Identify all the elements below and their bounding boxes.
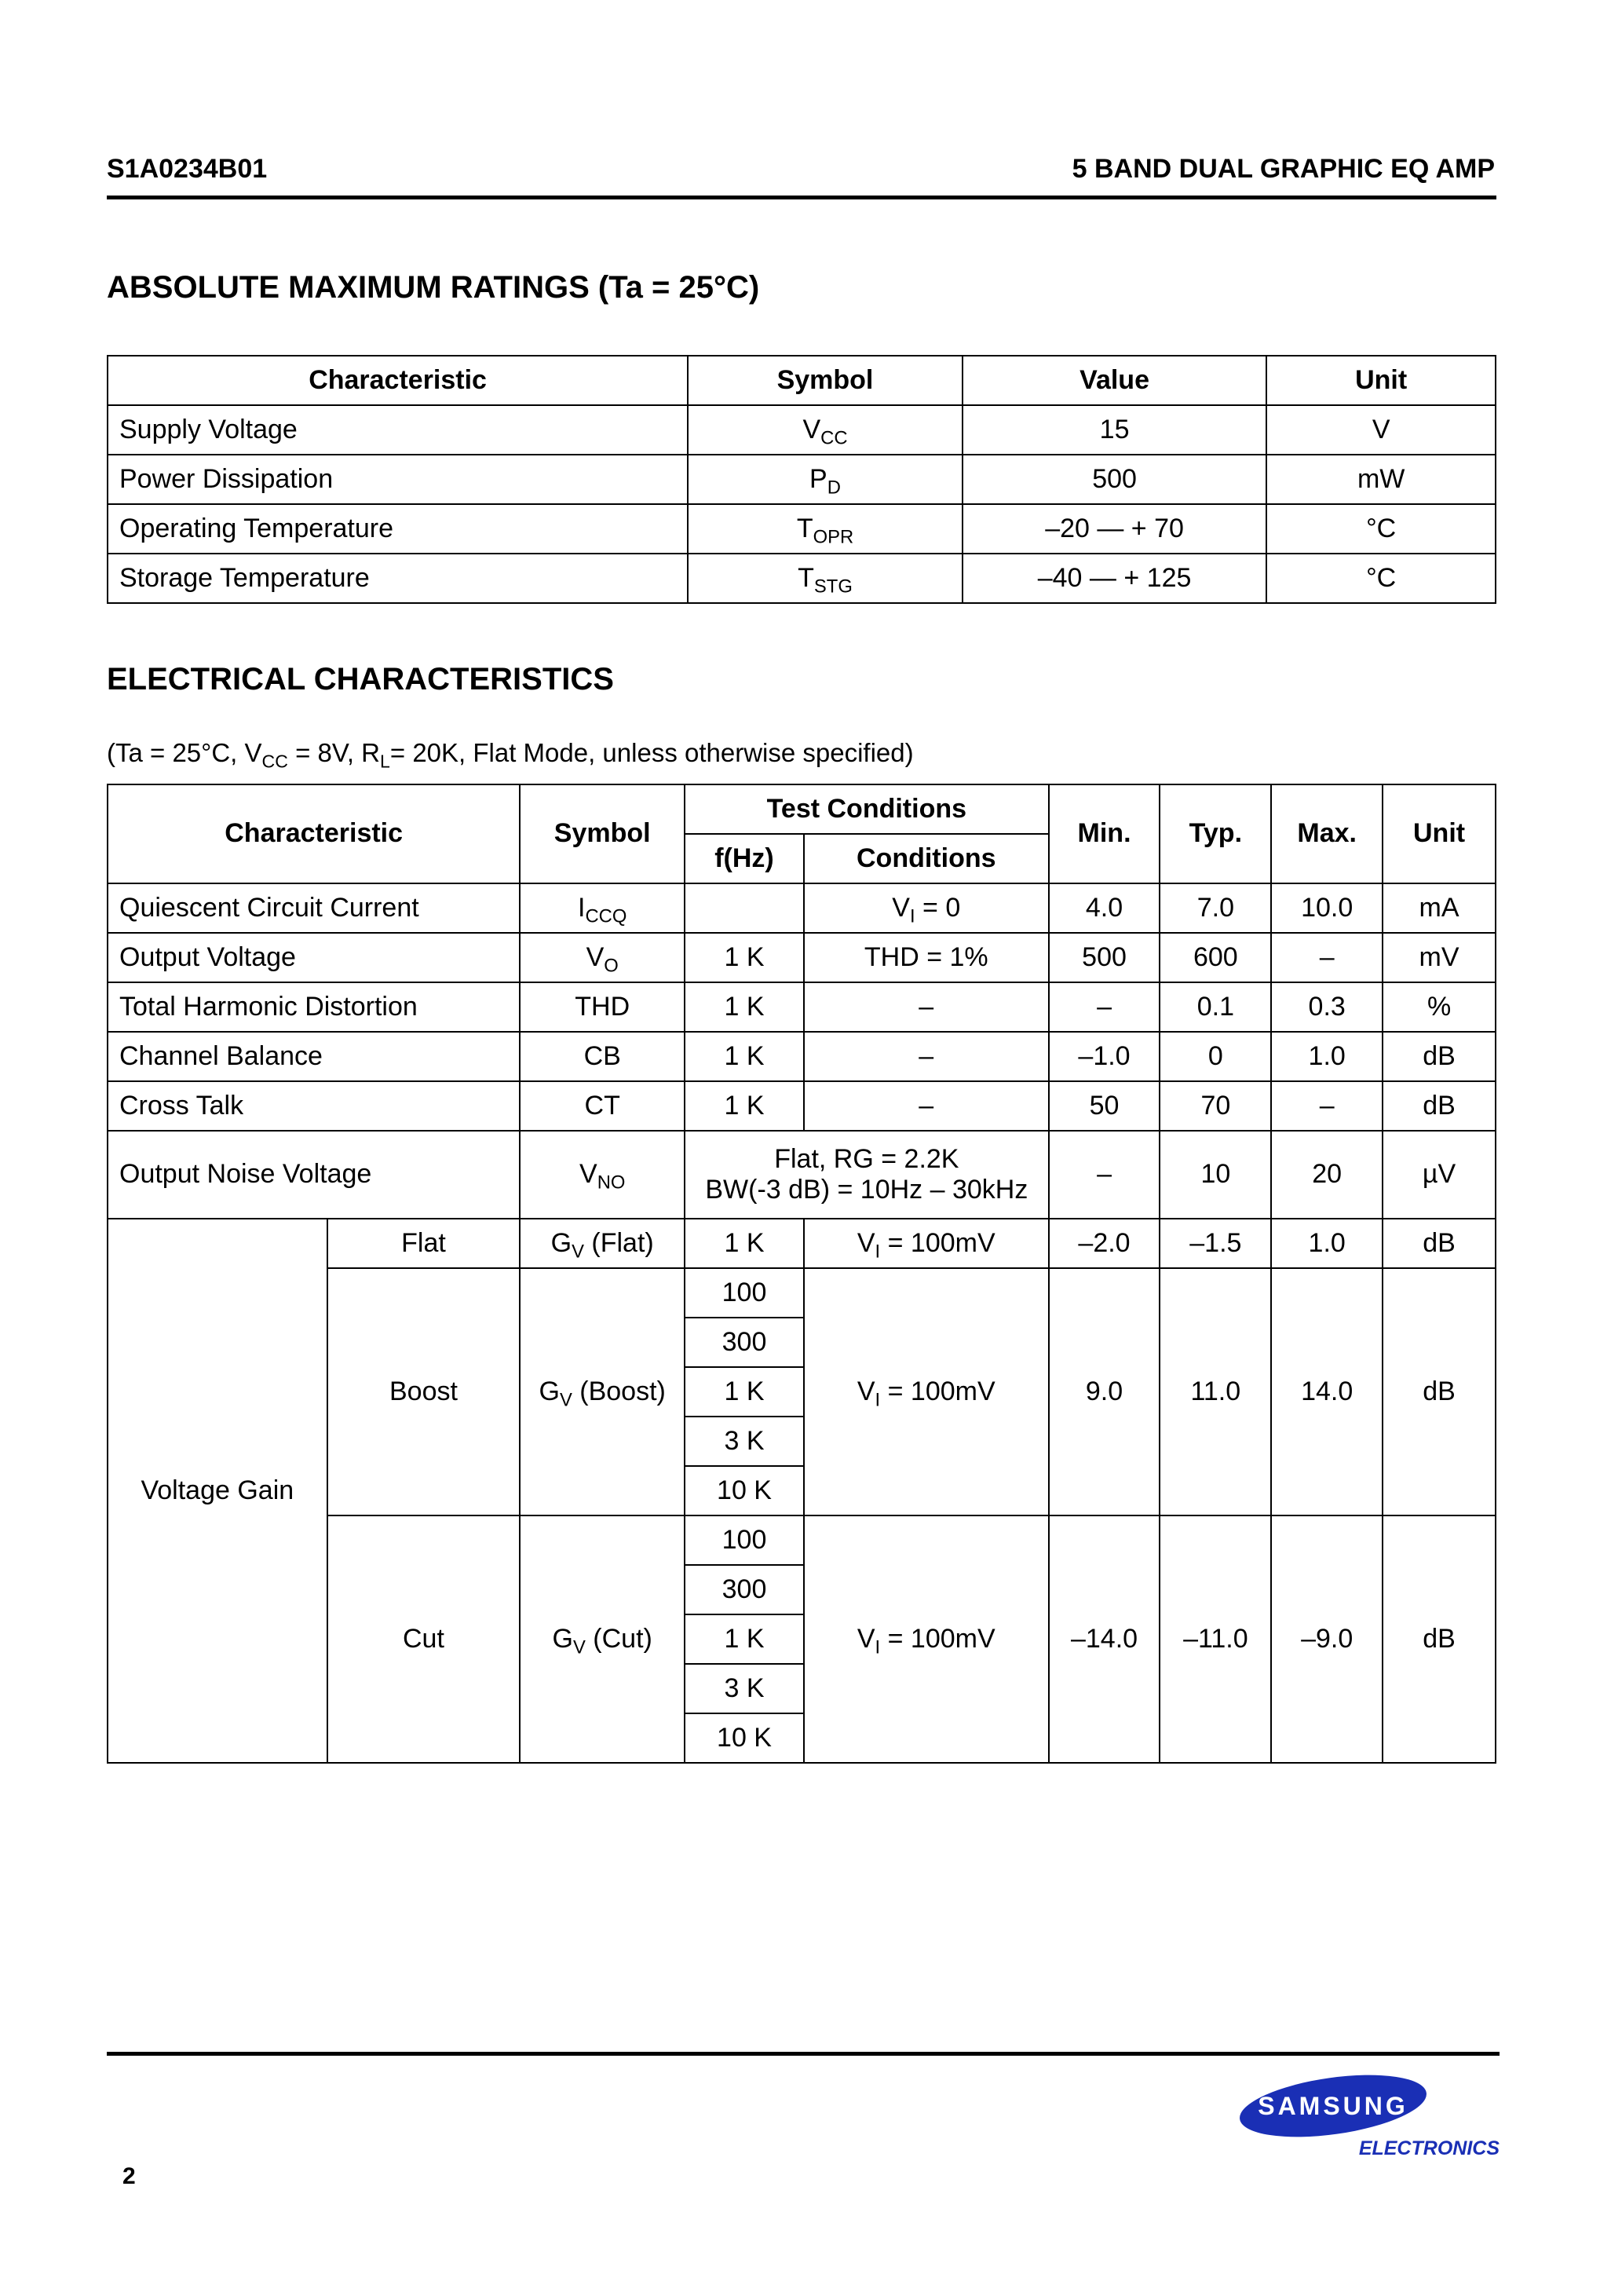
col-symbol: Symbol bbox=[520, 784, 685, 883]
typ: 7.0 bbox=[1160, 883, 1271, 933]
frequency: 300 bbox=[685, 1565, 804, 1614]
symbol: $V_O$ bbox=[520, 933, 685, 982]
condition: – bbox=[804, 982, 1049, 1032]
col-characteristic: Characteristic bbox=[108, 784, 520, 883]
condition: $V_I = 100mV$ bbox=[804, 1268, 1049, 1515]
unit: V bbox=[1266, 405, 1496, 455]
min: –2.0 bbox=[1049, 1219, 1160, 1268]
electrical-title: ELECTRICAL CHARACTERISTICS bbox=[107, 662, 614, 696]
condition: $V_I = 100mV$ bbox=[804, 1219, 1049, 1268]
col-test-conditions: Test Conditions bbox=[685, 784, 1049, 834]
frequency: 10 K bbox=[685, 1713, 804, 1763]
table-row bbox=[108, 504, 1496, 554]
logo-brand-text: SAMSUNG bbox=[1258, 2092, 1408, 2120]
typ: –1.5 bbox=[1160, 1219, 1271, 1268]
unit: dB bbox=[1383, 1219, 1496, 1268]
unit: dB bbox=[1383, 1032, 1496, 1081]
mode: Flat bbox=[327, 1219, 521, 1268]
value: –20 — + 70 bbox=[963, 504, 1267, 554]
unit: °C bbox=[1266, 504, 1496, 554]
max: – bbox=[1271, 1081, 1383, 1131]
electrical-table bbox=[107, 784, 1496, 1764]
symbol: CB bbox=[520, 1032, 685, 1081]
typ: 0.1 bbox=[1160, 982, 1271, 1032]
col-symbol: Symbol bbox=[688, 356, 963, 405]
frequency: 100 bbox=[685, 1515, 804, 1565]
symbol: $V_{NO}$ bbox=[520, 1131, 685, 1219]
frequency: 10 K bbox=[685, 1466, 804, 1515]
frequency: 300 bbox=[685, 1318, 804, 1367]
frequency: 1 K bbox=[685, 1219, 804, 1268]
min: –14.0 bbox=[1049, 1515, 1160, 1763]
characteristic: Operating Temperature bbox=[108, 504, 688, 554]
table-row bbox=[108, 933, 1496, 982]
condition: $V_I = 100mV$ bbox=[804, 1515, 1049, 1763]
characteristic: Storage Temperature bbox=[108, 554, 688, 603]
max: –9.0 bbox=[1271, 1515, 1383, 1763]
footer-rule bbox=[107, 2052, 1500, 2056]
unit: °C bbox=[1266, 554, 1496, 603]
value: 500 bbox=[963, 455, 1267, 504]
voltage-gain-label: Voltage Gain bbox=[108, 1219, 327, 1763]
unit: mV bbox=[1383, 933, 1496, 982]
frequency: 1 K bbox=[685, 982, 804, 1032]
min: – bbox=[1049, 1131, 1160, 1219]
table-row bbox=[108, 405, 1496, 455]
frequency: 1 K bbox=[685, 933, 804, 982]
col-value: Value bbox=[963, 356, 1267, 405]
typ: –11.0 bbox=[1160, 1515, 1271, 1763]
characteristic: Channel Balance bbox=[108, 1032, 520, 1081]
max: 1.0 bbox=[1271, 1032, 1383, 1081]
min: 9.0 bbox=[1049, 1268, 1160, 1515]
condition: Flat, RG = 2.2K BW(-3 dB) = 10Hz – 30kHz bbox=[685, 1131, 1049, 1219]
frequency: 1 K bbox=[685, 1032, 804, 1081]
symbol: $P_D$ bbox=[688, 455, 963, 504]
table-row bbox=[108, 1131, 1496, 1219]
typ: 11.0 bbox=[1160, 1268, 1271, 1515]
typ: 70 bbox=[1160, 1081, 1271, 1131]
absolute-max-table bbox=[107, 355, 1496, 604]
max: 0.3 bbox=[1271, 982, 1383, 1032]
logo-division-text: ELECTRONICS bbox=[1358, 2137, 1500, 2159]
min: –1.0 bbox=[1049, 1032, 1160, 1081]
symbol: $G_V$ (Flat) bbox=[520, 1219, 685, 1268]
max: – bbox=[1271, 933, 1383, 982]
table-header-row bbox=[108, 356, 1496, 405]
characteristic: Power Dissipation bbox=[108, 455, 688, 504]
min: 50 bbox=[1049, 1081, 1160, 1131]
symbol: $G_V$ (Boost) bbox=[520, 1268, 685, 1515]
col-conditions: Conditions bbox=[804, 834, 1049, 883]
symbol: $T_{STG}$ bbox=[688, 554, 963, 603]
typ: 0 bbox=[1160, 1032, 1271, 1081]
mode: Boost bbox=[327, 1268, 521, 1515]
max: 14.0 bbox=[1271, 1268, 1383, 1515]
absolute-max-title: ABSOLUTE MAXIMUM RATINGS (Ta = 25°C) bbox=[107, 270, 760, 305]
characteristic: Cross Talk bbox=[108, 1081, 520, 1131]
max: 20 bbox=[1271, 1131, 1383, 1219]
symbol: THD bbox=[520, 982, 685, 1032]
min: – bbox=[1049, 982, 1160, 1032]
unit: µV bbox=[1383, 1131, 1496, 1219]
frequency: 100 bbox=[685, 1268, 804, 1318]
unit: dB bbox=[1383, 1081, 1496, 1131]
page-number: 2 bbox=[122, 2163, 136, 2189]
characteristic: Output Noise Voltage bbox=[108, 1131, 520, 1219]
symbol: $G_V$ (Cut) bbox=[520, 1515, 685, 1763]
characteristic: Supply Voltage bbox=[108, 405, 688, 455]
part-number: S1A0234B01 bbox=[107, 154, 268, 184]
min: 500 bbox=[1049, 933, 1160, 982]
samsung-logo bbox=[1233, 2073, 1507, 2167]
condition: – bbox=[804, 1032, 1049, 1081]
frequency: 1 K bbox=[685, 1367, 804, 1417]
mode: Cut bbox=[327, 1515, 521, 1763]
table-row bbox=[108, 883, 1496, 933]
col-unit: Unit bbox=[1266, 356, 1496, 405]
min: 4.0 bbox=[1049, 883, 1160, 933]
max: 10.0 bbox=[1271, 883, 1383, 933]
typ: 600 bbox=[1160, 933, 1271, 982]
symbol: CT bbox=[520, 1081, 685, 1131]
condition: THD = 1% bbox=[804, 933, 1049, 982]
frequency bbox=[685, 883, 804, 933]
typ: 10 bbox=[1160, 1131, 1271, 1219]
table-row bbox=[108, 554, 1496, 603]
document-title: 5 BAND DUAL GRAPHIC EQ AMP bbox=[1072, 154, 1495, 184]
condition: – bbox=[804, 1081, 1049, 1131]
unit: mA bbox=[1383, 883, 1496, 933]
col-fhz: f(Hz) bbox=[685, 834, 804, 883]
characteristic: Quiescent Circuit Current bbox=[108, 883, 520, 933]
characteristic: Total Harmonic Distortion bbox=[108, 982, 520, 1032]
frequency: 1 K bbox=[685, 1614, 804, 1664]
condition: $V_I = 0$ bbox=[804, 883, 1049, 933]
table-row bbox=[108, 1032, 1496, 1081]
value: 15 bbox=[963, 405, 1267, 455]
test-condition-note: (Ta = 25°C, $V_{CC} = 8V$, $R_L= 20K$, Flat Mode, unless otherwise specified) bbox=[107, 738, 914, 772]
table-row bbox=[108, 1081, 1496, 1131]
unit: mW bbox=[1266, 455, 1496, 504]
col-characteristic: Characteristic bbox=[108, 356, 688, 405]
header-rule bbox=[107, 196, 1496, 199]
unit: % bbox=[1383, 982, 1496, 1032]
table-row bbox=[108, 982, 1496, 1032]
symbol: $I_{CCQ}$ bbox=[520, 883, 685, 933]
table-header-row bbox=[108, 784, 1496, 834]
col-unit: Unit bbox=[1383, 784, 1496, 883]
unit: dB bbox=[1383, 1515, 1496, 1763]
unit: dB bbox=[1383, 1268, 1496, 1515]
characteristic: Output Voltage bbox=[108, 933, 520, 982]
max: 1.0 bbox=[1271, 1219, 1383, 1268]
col-min: Min. bbox=[1049, 784, 1160, 883]
col-typ: Typ. bbox=[1160, 784, 1271, 883]
symbol: $T_{OPR}$ bbox=[688, 504, 963, 554]
frequency: 3 K bbox=[685, 1664, 804, 1713]
frequency: 3 K bbox=[685, 1417, 804, 1466]
symbol: $V_{CC}$ bbox=[688, 405, 963, 455]
value: –40 — + 125 bbox=[963, 554, 1267, 603]
frequency: 1 K bbox=[685, 1081, 804, 1131]
table-row bbox=[108, 455, 1496, 504]
col-max: Max. bbox=[1271, 784, 1383, 883]
table-row bbox=[108, 1219, 1496, 1268]
